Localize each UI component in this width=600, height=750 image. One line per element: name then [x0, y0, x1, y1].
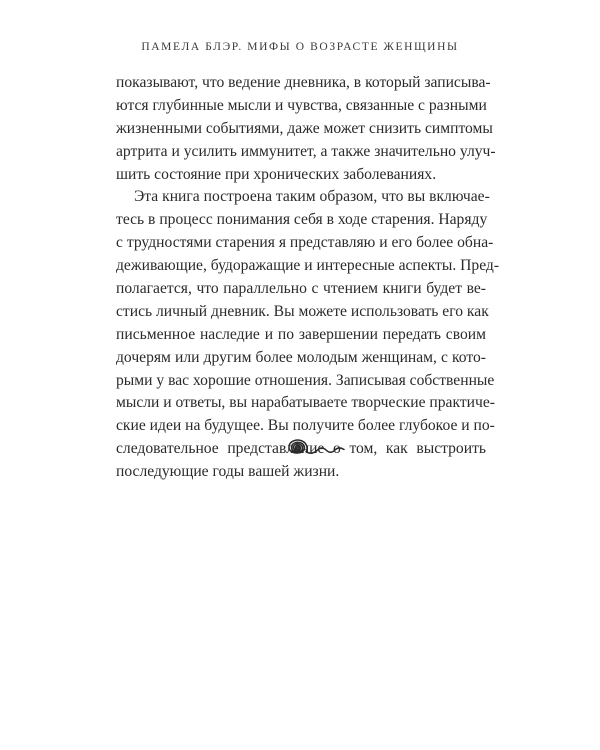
- body-text: [116, 72, 500, 484]
- text-line: показывают, что ведение дневника, в который записыва-: [116, 74, 491, 91]
- text-line: артрита и усилить иммунитет, а также значительно улуч-: [116, 142, 496, 160]
- running-head: ПАМЕЛА БЛЭР. МИФЫ О ВОЗРАСТЕ ЖЕНЩИНЫ: [141, 41, 459, 53]
- text-line: мысли и ответы, вы нарабатываете творческие практиче-: [116, 394, 495, 412]
- text-line: Эта книга построена таким образом, что вы включае-: [134, 188, 490, 206]
- text-line: деживающие, будоражащие и интересные аспекты. Пред-: [116, 257, 500, 275]
- text-line: дочерям или другим более молодым женщинам, с кото-: [116, 348, 486, 366]
- text-line: шить состояние при хронических заболеваниях.: [116, 165, 437, 183]
- text-line: полагается, что параллельно с чтением книги будет ве-: [116, 280, 486, 298]
- text-line: последующие годы вашей жизни.: [116, 463, 340, 481]
- text-line: рыми у вас хорошие отношения. Записывая собственные: [116, 371, 495, 389]
- paragraph-1: [116, 72, 496, 186]
- text-line: тесь в процесс понимания себя в ходе старения. Наряду: [116, 211, 488, 229]
- text-line: ские идеи на будущее. Вы получите более глубокое и по-: [116, 417, 495, 435]
- text-line: ются глубинные мысли и чувства, связанные с разными: [116, 96, 487, 114]
- text-line: с трудностями старения я представляю и его более обна-: [116, 234, 494, 252]
- text-line: стись личный дневник. Вы можете использовать его как: [116, 302, 489, 320]
- text-line: жизненными событиями, даже может снизить симптомы: [116, 119, 493, 137]
- spiral-wave-ornament-icon: [284, 434, 348, 460]
- text-line: письменное наследие и по завершении передать своим: [116, 325, 486, 343]
- text-line: следовательное представление о том, как выстроить: [116, 440, 486, 458]
